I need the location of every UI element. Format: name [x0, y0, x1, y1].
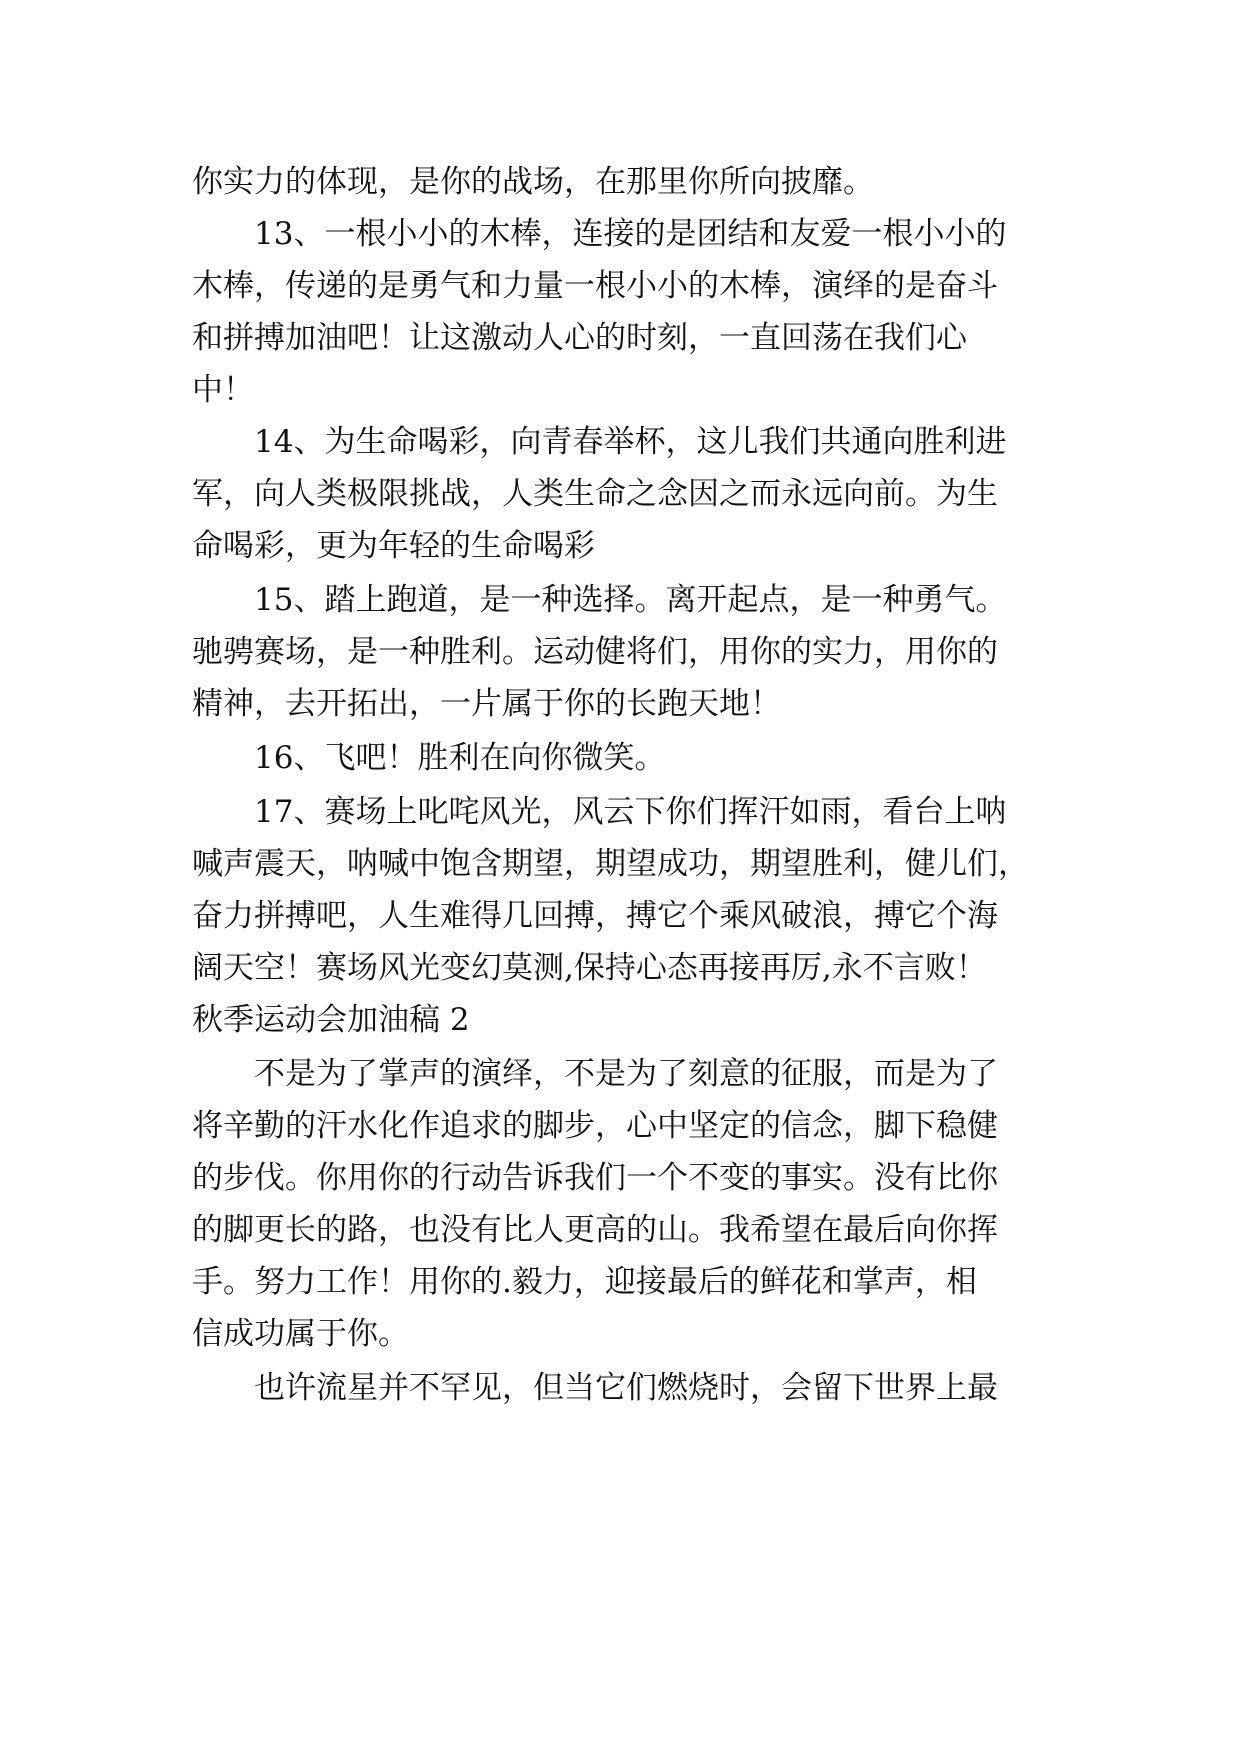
text-line: 手。努力工作！用你的.毅力，迎接最后的鲜花和掌声，相	[192, 1264, 977, 1300]
text-line: 军，向人类极限挑战，人类生命之念因之而永远向前。为生	[192, 476, 998, 512]
text-line: 精神，去开拓出，一片属于你的长跑天地！	[192, 686, 781, 722]
text-line: 15、踏上跑道，是一种选择。离开起点，是一种勇气。	[254, 582, 1007, 618]
text-line: 你实力的体现，是你的战场，在那里你所向披靡。	[192, 164, 874, 200]
text-line: 的脚更长的路，也没有比人更高的山。我希望在最后向你挥	[192, 1212, 998, 1248]
text-line: 阔天空！赛场风光变幻莫测,保持心态再接再厉,永不言败！	[192, 950, 987, 986]
text-line: 的步伐。你用你的行动告诉我们一个不变的事实。没有比你	[192, 1160, 998, 1196]
text-line: 喊声震天，呐喊中饱含期望，期望成功，期望胜利，健儿们，	[192, 846, 1029, 882]
text-line: 17、赛场上叱咤风光，风云下你们挥汗如雨，看台上呐	[254, 794, 1007, 830]
text-line: 和拼搏加油吧！让这激动人心的时刻，一直回荡在我们心	[192, 320, 967, 356]
text-line: 木棒，传递的是勇气和力量一根小小的木棒，演绎的是奋斗	[192, 268, 998, 304]
text-line: 不是为了掌声的演绎，不是为了刻意的征服，而是为了	[254, 1056, 998, 1092]
text-line: 将辛勤的汗水化作追求的脚步，心中坚定的信念，脚下稳健	[192, 1108, 998, 1144]
text-line: 13、一根小小的木棒，连接的是团结和友爱一根小小的	[254, 216, 1007, 252]
text-line: 14、为生命喝彩，向青春举杯，这儿我们共通向胜利进	[254, 424, 1007, 460]
text-line: 信成功属于你。	[192, 1316, 409, 1352]
text-line: 驰骋赛场，是一种胜利。运动健将们，用你的实力，用你的	[192, 634, 998, 670]
text-line: 奋力拼搏吧，人生难得几回搏，搏它个乘风破浪，搏它个海	[192, 898, 998, 934]
text-line: 中！	[192, 372, 254, 408]
text-line: 也许流星并不罕见，但当它们燃烧时，会留下世界上最	[254, 1370, 998, 1406]
text-line: 16、飞吧！胜利在向你微笑。	[254, 740, 666, 776]
text-line: 秋季运动会加油稿 2	[192, 1002, 470, 1038]
text-line: 命喝彩，更为年轻的生命喝彩	[192, 528, 595, 564]
